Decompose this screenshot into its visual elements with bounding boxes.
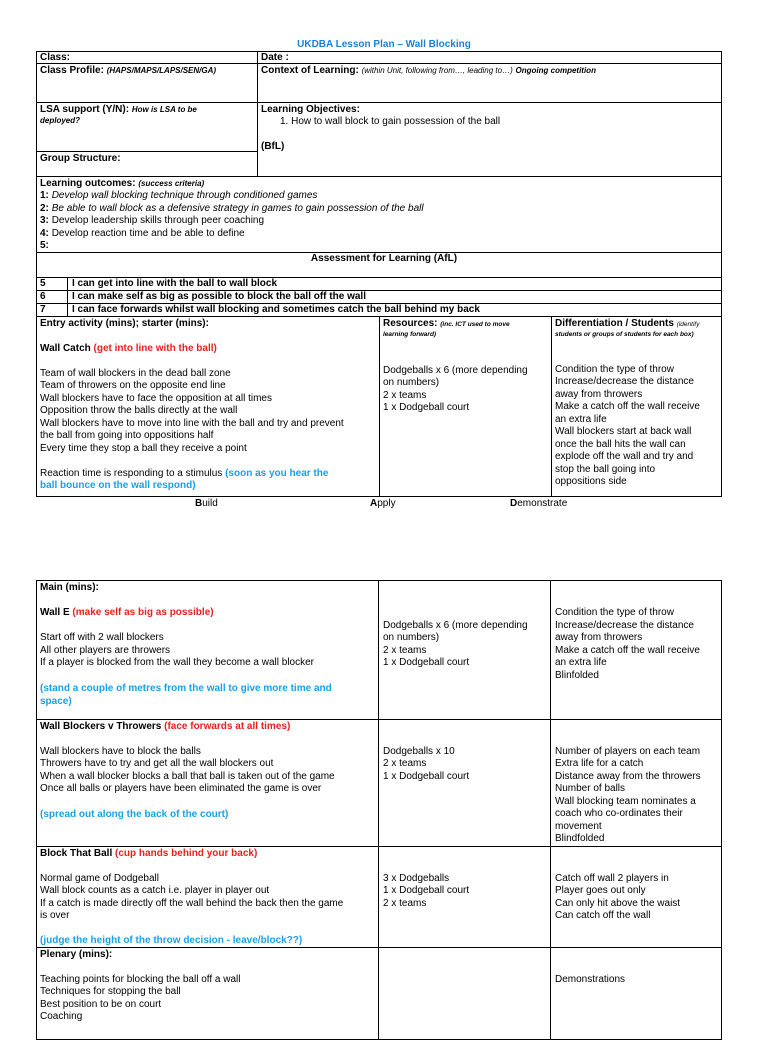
wall-e-tip-end: space) (40, 696, 72, 707)
afl-row-num: 6 (40, 291, 46, 302)
resource-item: 1 x Dodgeball court (383, 771, 470, 782)
outcome-item: 2: Be able to wall block as a defensive strategy in games to gain possession of the ball (40, 203, 424, 214)
plenary-differentiation: Demonstrations (555, 974, 626, 985)
outcome-item: 1: Develop wall blocking technique through conditioned games (40, 190, 318, 201)
wall-catch-title: Wall Catch (get into line with the ball) (40, 343, 217, 354)
outcomes-label: Learning outcomes: (40, 178, 136, 189)
resources-heading: Resources: (inc. ICT used to move (383, 318, 510, 329)
wall-blockers-line: Once all balls or players have been eliminated the game is over (40, 783, 322, 794)
wall-e-line: Start off with 2 wall blockers (40, 632, 164, 643)
differentiation-item: explode off the wall and try and (555, 451, 694, 462)
wall-e-title: Wall E (make self as big as possible) (40, 607, 214, 618)
differentiation-item: Increase/decrease the distance (555, 376, 694, 387)
wall-blockers-line: Throwers have to try and get all the wall blockers out (40, 758, 274, 769)
resource-item: 2 x teams (383, 758, 427, 769)
resource-item: 1 x Dodgeball court (383, 657, 470, 668)
build-label: Build (195, 498, 218, 509)
context-note: (within Unit, following from…, leading to…) (361, 66, 513, 75)
entry-line: Team of wall blockers in the dead ball zone (40, 368, 231, 379)
differentiation-item: Catch off wall 2 players in (555, 873, 669, 884)
class-profile-label: Class Profile: (40, 65, 104, 76)
differentiation-item: Make a catch off the wall receive (555, 401, 700, 412)
class-profile-note: (HAPS/MAPS/LAPS/SEN/GA) (106, 66, 217, 75)
main-label: Main (mins): (40, 582, 99, 593)
differentiation-item: Condition the type of throw (555, 607, 674, 618)
block-that-ball-title: Block That Ball (cup hands behind your back) (40, 848, 258, 859)
block-ball-tip: (judge the height of the throw decision - leave/block??) (40, 935, 303, 946)
differentiation-item: Condition the type of throw (555, 364, 674, 375)
resource-item: 1 x Dodgeball court (383, 402, 470, 413)
wall-e-tip: (stand a couple of metres from the wall to give more time and (40, 683, 332, 694)
differentiation-item: Increase/decrease the distance (555, 620, 694, 631)
plenary-line: Techniques for stopping the ball (40, 986, 181, 997)
differentiation-item: Number of players on each team (555, 746, 701, 757)
plenary-line: Coaching (40, 1011, 83, 1022)
differentiation-item: coach who co-ordinates their (555, 808, 683, 819)
wall-blockers-title: Wall Blockers v Throwers (face forwards at all times) (40, 721, 291, 732)
afl-row-text: I can make self as big as possible to block the ball off the wall (72, 291, 366, 302)
outcome-item: 4: Develop reaction time and be able to define (40, 228, 245, 239)
lsa-note-1: How is LSA to be (131, 105, 197, 114)
resources-note: learning forward) (383, 331, 437, 338)
differentiation-item: Can catch off the wall (555, 910, 651, 921)
differentiation-note: students or groups of students for each box) (555, 331, 694, 338)
outcomes-note: (success criteria) (138, 179, 205, 188)
class-label: Class: (40, 52, 71, 63)
wall-e-line: All other players are throwers (40, 645, 171, 656)
resource-item: Dodgeballs x 10 (383, 746, 455, 757)
differentiation-item: movement (555, 821, 602, 832)
resource-item: Dodgeballs x 6 (more depending (383, 365, 528, 376)
reaction-time-cue: ball bounce on the wall respond) (40, 480, 196, 491)
resource-item: 2 x teams (383, 645, 427, 656)
entry-line: Team of throwers on the opposite end line (40, 380, 226, 391)
plenary-line: Best position to be on court (40, 999, 162, 1010)
differentiation-item: away from throwers (555, 632, 643, 643)
differentiation-item: oppositions side (555, 476, 627, 487)
plenary-label: Plenary (mins): (40, 949, 113, 960)
resource-item: on numbers) (383, 632, 440, 643)
resource-item: 2 x teams (383, 390, 427, 401)
afl-row-num: 7 (40, 304, 46, 315)
differentiation-item: an extra life (555, 657, 607, 668)
differentiation-item: Extra life for a catch (555, 758, 644, 769)
block-ball-line: If a catch is made directly off the wall behind the back then the game (40, 898, 344, 909)
differentiation-item: Blindfolded (555, 833, 605, 844)
differentiation-item: Wall blocking team nominates a (555, 796, 696, 807)
differentiation-item: Blinfolded (555, 670, 599, 681)
outcome-item: 5: (40, 240, 49, 251)
objectives-label: Learning Objectives: (261, 104, 360, 115)
resource-item: 1 x Dodgeball court (383, 885, 470, 896)
wall-blockers-tip: (spread out along the back of the court) (40, 809, 229, 820)
page-title: UKDBA Lesson Plan – Wall Blocking (297, 39, 471, 50)
lsa-label: LSA support (Y/N): (40, 104, 130, 115)
wall-e-line: If a player is blocked from the wall they become a wall blocker (40, 657, 315, 668)
differentiation-item: an extra life (555, 414, 607, 425)
resource-item: 3 x Dodgeballs (383, 873, 450, 884)
apply-label: Apply (370, 498, 396, 509)
outcome-item: 3: Develop leadership skills through peer coaching (40, 215, 265, 226)
differentiation-item: stop the ball going into (555, 464, 656, 475)
wall-blockers-line: Wall blockers have to block the balls (40, 746, 201, 757)
differentiation-item: once the ball hits the wall can (555, 439, 686, 450)
entry-line: Wall blockers have to face the opposition at all times (40, 393, 272, 404)
resource-item: 2 x teams (383, 898, 427, 909)
context-label: Context of Learning: (261, 65, 359, 76)
differentiation-item: away from throwers (555, 389, 643, 400)
afl-row-text: I can get into line with the ball to wall block (72, 278, 278, 289)
afl-heading: Assessment for Learning (AfL) (310, 253, 458, 264)
block-ball-line: is over (40, 910, 70, 921)
differentiation-item: Wall blockers start at back wall (555, 426, 692, 437)
date-label: Date : (261, 52, 289, 63)
differentiation-item: Can only hit above the waist (555, 898, 681, 909)
entry-line: Every time they stop a ball they receive a point (40, 443, 247, 454)
entry-line: Wall blockers have to move into line with the ball and try and prevent (40, 418, 344, 429)
plenary-line: Teaching points for blocking the ball off a wall (40, 974, 241, 985)
objective-1: 1. How to wall block to gain possession of the ball (280, 116, 501, 127)
class-profile (40, 65, 216, 78)
context-of-learning (261, 65, 596, 78)
lsa-note-2: deployed? (40, 116, 81, 125)
entry-line: Opposition throw the balls directly at the wall (40, 405, 238, 416)
learning-outcomes-heading (40, 178, 204, 191)
differentiation-item: Make a catch off the wall receive (555, 645, 700, 656)
differentiation-item: Player goes out only (555, 885, 646, 896)
differentiation-heading: Differentiation / Students (identify (555, 318, 700, 329)
block-ball-line: Normal game of Dodgeball (40, 873, 159, 884)
differentiation-item: Number of balls (555, 783, 626, 794)
afl-row-num: 5 (40, 278, 46, 289)
resource-item: on numbers) (383, 377, 440, 388)
bfl-label: (BfL) (261, 141, 285, 152)
context-value: Ongoing competition (515, 66, 596, 75)
block-ball-line: Wall block counts as a catch i.e. player in player out (40, 885, 270, 896)
differentiation-item: Distance away from the throwers (555, 771, 701, 782)
afl-row-text: I can face forwards whilst wall blocking and sometimes catch the ball behind my back (72, 304, 480, 315)
entry-line: the ball from going into oppositions half (40, 430, 214, 441)
wall-blockers-line: When a wall blocker blocks a ball that ball is taken out of the game (40, 771, 335, 782)
reaction-time-line: Reaction time is responding to a stimulus (soon as you hear the (40, 468, 329, 479)
group-structure-label: Group Structure: (40, 153, 121, 164)
resource-item: Dodgeballs x 6 (more depending (383, 620, 528, 631)
entry-activity-label: Entry activity (mins); starter (mins): (40, 318, 209, 329)
demonstrate-label: Demonstrate (510, 498, 568, 509)
